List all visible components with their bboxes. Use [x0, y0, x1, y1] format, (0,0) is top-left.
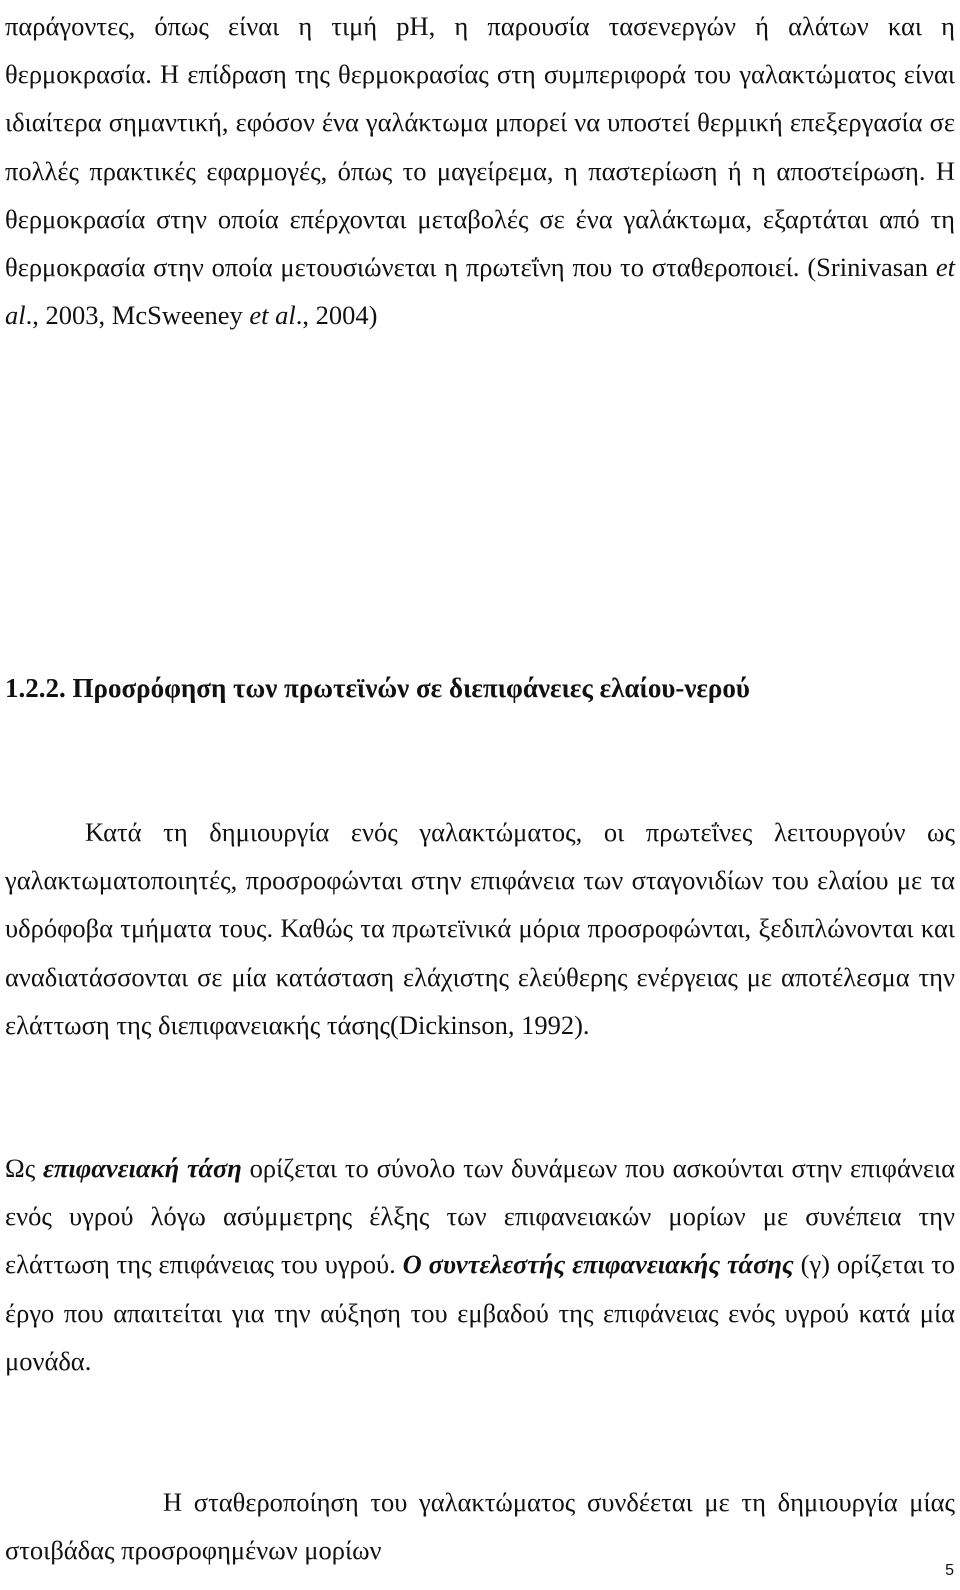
- term-surface-tension: επιφανειακή τάση: [43, 1153, 242, 1183]
- page-number: 5: [945, 1562, 954, 1579]
- paragraph-stabilization: [5, 1478, 955, 1574]
- citation-et-al: et al: [5, 252, 955, 331]
- citation-et-al: et al: [249, 300, 296, 331]
- section-heading: 1.2.2. Προσρόφηση των πρωτεϊνών σε διεπιφάνειες ελαίου-νερού: [5, 673, 750, 703]
- paragraph-surface-tension: [5, 1144, 955, 1385]
- paragraph-text: ορίζεται το σύνολο των δυνάμεων που ασκούνται στην επιφάνεια ενός υγρού λόγω ασύμμετρης έλξης των επιφανειακών μορίων με συνέπεια την ελάττωση της επιφάνειας του υγρού.: [5, 1153, 955, 1280]
- paragraph-text: Κατά τη δημιουργία ενός γαλακτώματος, οι πρωτεΐνες λειτουργούν ως γαλακτωματοποιητές, προσροφώνται στην επιφάνεια των σταγονιδίων του ελαίου με τα υδρόφοβα τμήματα τους. Καθώς τα πρωτεϊνικά μόρια προσροφώνται, ξεδιπλώνονται και αναδιατάσσονται σε μία κατάσταση ελάχιστης ελεύθερης ενέργειας με αποτέλεσμα την ελάττωση της διεπιφανειακής τάσης(Dickinson, 1992).: [5, 817, 955, 1040]
- paragraph-text: παράγοντες, όπως είναι η τιμή pH, η παρουσία τασενεργών ή αλάτων και η θερμοκρασία. Η επίδραση της θερμοκρασίας στη συμπεριφορά του γαλακτώματος είναι ιδιαίτερα σημαντική, εφόσον ένα γαλάκτωμα μπορεί να υποστεί θερμική επεξεργασία σε πολλές πρακτικές εφαρμογές, όπως το μαγείρεμα, η παστερίωση ή η αποστείρωση. Η θερμοκρασία στην οποία επέρχονται μεταβολές σε ένα γαλάκτωμα, εξαρτάται από τη θερμοκρασία στην οποία μετουσιώνεται η πρωτεΐνη που το σταθεροποιεί. (Srinivasan: [5, 11, 955, 283]
- paragraph-protein-adsorption: [5, 808, 955, 1049]
- paragraph-text: (γ) ορίζεται το έργο που απαιτείται για την αύξηση του εμβαδού της επιφάνειας ενός υγρού κατά μία μονάδα.: [5, 1249, 955, 1376]
- paragraph-text: Η σταθεροποίηση του γαλακτώματος συνδέεται με τη δημιουργία μίας στοιβάδας προσροφημένων μορίων: [5, 1487, 955, 1566]
- citation-text: ., 2003, McSweeney: [25, 300, 250, 331]
- term-surface-tension-coefficient: Ο συντελεστής επιφανειακής τάσης: [402, 1249, 794, 1280]
- paragraph-text: Ως: [5, 1153, 44, 1183]
- paragraph-temperature-effect: [5, 2, 955, 339]
- citation-text: ., 2004): [295, 300, 378, 331]
